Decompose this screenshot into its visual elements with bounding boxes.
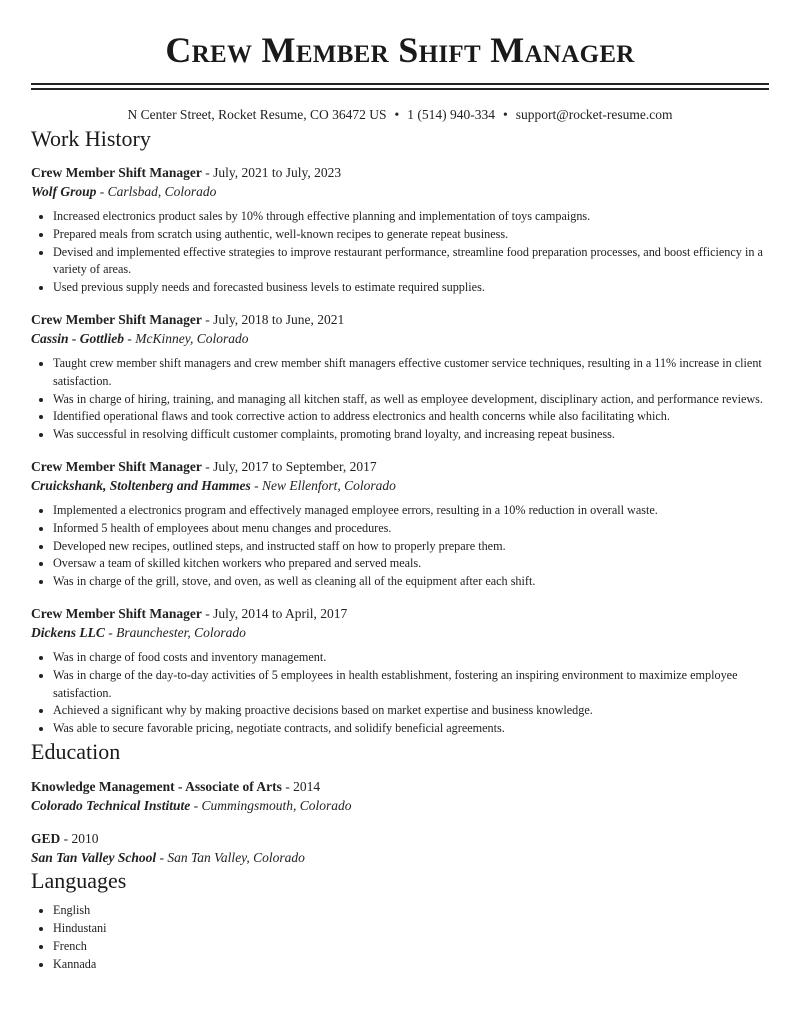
job-bullet: • Achieved a significant why by making proactive decisions based on market expertise and business knowledge.	[53, 702, 769, 720]
contact-email: support@rocket-resume.com	[515, 107, 673, 122]
job-location: - McKinney, Colorado	[124, 330, 249, 346]
job-company: Dickens LLC	[31, 624, 105, 640]
education-degree: Knowledge Management - Associate of Arts	[31, 778, 282, 794]
contact-address: N Center Street, Rocket Resume, CO 36472 US	[127, 107, 387, 122]
job-title: Crew Member Shift Manager	[31, 458, 202, 474]
job-bullet: • Developed new recipes, outlined steps, and instructed staff on how to properly prepare them.	[53, 538, 769, 556]
education-degree: GED	[31, 830, 61, 846]
job-bullets	[31, 208, 769, 297]
section-heading-work-history: Work History	[31, 126, 151, 151]
job-company: Cruickshank, Stoltenberg and Hammes	[31, 477, 251, 493]
job-bullet: • Was in charge of food costs and inventory management.	[53, 649, 769, 667]
job-location: - Braunchester, Colorado	[104, 624, 246, 640]
job-bullet: • Prepared meals from scratch using authentic, well-known recipes to generate repeat business.	[53, 226, 769, 244]
job-bullets	[31, 502, 769, 591]
candidate-name: Crew Member Shift Manager	[165, 30, 635, 70]
job-company: Wolf Group	[31, 184, 97, 199]
job-title-line	[31, 163, 769, 182]
contact-line	[31, 105, 769, 125]
job-bullet: • Oversaw a team of skilled kitchen workers who prepared and served meals.	[53, 555, 769, 573]
language-item: • French	[53, 937, 769, 955]
job-dates: - July, 2014 to April, 2017	[201, 605, 348, 621]
education-school-line	[31, 848, 769, 867]
job-bullet: • Was able to secure favorable pricing, negotiate contracts, and solidify beneficial agreements.	[53, 720, 769, 738]
header-divider	[31, 83, 769, 90]
section-heading-languages: Languages	[31, 867, 127, 893]
job-entry	[31, 310, 769, 444]
education-school-line	[31, 796, 769, 815]
job-entry	[31, 604, 769, 738]
job-location: - New Ellenfort, Colorado	[250, 477, 396, 493]
job-location: - Carlsbad, Colorado	[96, 184, 217, 199]
contact-separator: •	[503, 107, 508, 122]
job-bullets	[31, 649, 769, 738]
job-title-line	[31, 604, 769, 623]
job-bullet: • Identified operational flaws and took corrective action to address electronics and health concerns while also facilitating which.	[53, 408, 769, 426]
job-bullet: • Was in charge of the day-to-day activities of 5 employees in health establishment, fostering an inspiring environment to maximize employee satisfaction.	[53, 667, 769, 703]
job-company-line	[31, 182, 769, 201]
job-entry	[31, 457, 769, 591]
job-dates: - July, 2021 to July, 2023	[201, 165, 342, 180]
education-location: - San Tan Valley, Colorado	[156, 849, 305, 865]
job-company-line	[31, 623, 769, 642]
job-bullet: • Was in charge of the grill, stove, and oven, as well as cleaning all of the equipment after each shift.	[53, 573, 769, 591]
job-dates: - July, 2018 to June, 2021	[201, 311, 345, 327]
job-entry	[31, 163, 769, 297]
job-bullet: • Informed 5 health of employees about menu changes and procedures.	[53, 520, 769, 538]
education-degree-line	[31, 829, 769, 848]
education-school: Colorado Technical Institute	[31, 797, 191, 813]
section-heading-education: Education	[31, 738, 121, 764]
job-dates: - July, 2017 to September, 2017	[201, 458, 377, 474]
language-item: • Kannada	[53, 955, 769, 973]
job-bullet: • Implemented a electronics program and effectively managed employee errors, resulting in a 10% reduction in overall waste.	[53, 502, 769, 520]
job-company: Cassin - Gottlieb	[31, 330, 125, 346]
education-entry	[31, 777, 769, 815]
divider-line-top	[31, 83, 769, 85]
job-company-line	[31, 329, 769, 348]
job-bullet: • Was successful in resolving difficult customer complaints, promoting brand loyalty, and increasing repeat business.	[53, 426, 769, 444]
contact-phone: 1 (514) 940-334	[407, 107, 496, 122]
job-bullets	[31, 355, 769, 444]
education-entry	[31, 829, 769, 867]
job-title-line	[31, 457, 769, 476]
divider-line-bottom	[31, 88, 769, 90]
language-item: • English	[53, 901, 769, 919]
language-list	[31, 901, 769, 973]
job-title-line	[31, 310, 769, 329]
education-year: - 2010	[60, 830, 99, 846]
job-title: Crew Member Shift Manager	[31, 311, 202, 327]
job-bullet: • Increased electronics product sales by 10% through effective planning and implementation of toys campaigns.	[53, 208, 769, 226]
job-title: Crew Member Shift Manager	[31, 605, 202, 621]
job-bullet: • Devised and implemented effective strategies to improve restaurant performance, streamline food preparation processes, and boost efficiency in a variety of areas.	[53, 244, 769, 280]
job-bullet: • Was in charge of hiring, training, and managing all kitchen staff, as well as employee development, disciplinary action, and performance reviews.	[53, 391, 769, 409]
education-location: - Cummingsmouth, Colorado	[190, 797, 352, 813]
contact-separator: •	[394, 107, 400, 122]
education-school: San Tan Valley School	[31, 849, 157, 865]
job-company-line	[31, 476, 769, 495]
job-bullet: • Used previous supply needs and forecasted business levels to estimate required supplies.	[53, 279, 769, 297]
education-degree-line	[31, 777, 769, 796]
job-bullet: • Taught crew member shift managers and crew member shift managers effective customer service techniques, resulting in a 11% increase in client satisfaction.	[53, 355, 769, 391]
job-title: Crew Member Shift Manager	[31, 165, 202, 180]
language-item: • Hindustani	[53, 919, 769, 937]
education-year: - 2014	[281, 778, 321, 794]
